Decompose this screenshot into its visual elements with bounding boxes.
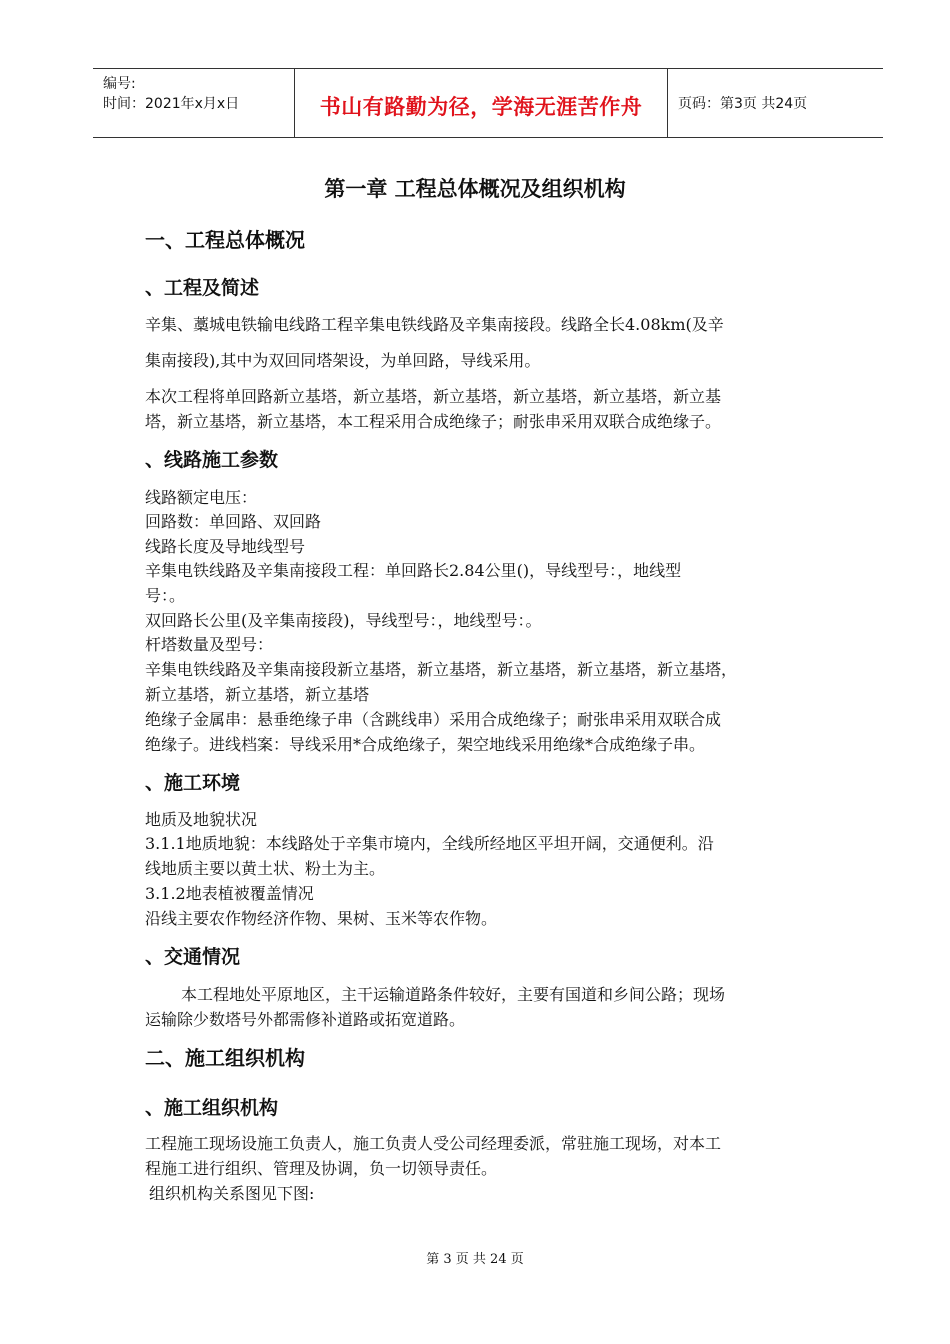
header-left-cell (93, 69, 295, 137)
paragraph-line: 3.1.1地质地貌：本线路处于辛集市境内，全线所经地区平坦开阔，交通便利。沿 (145, 834, 714, 853)
paragraph-line: 本次工程将单回路新立基塔，新立基塔，新立基塔，新立基塔，新立基塔，新立基 (145, 387, 722, 406)
time-label: 时间：2021年x月x日 (103, 96, 240, 112)
paragraph-line: 回路数：单回路、双回路 (145, 512, 322, 531)
page-number-label: 页码：第3页 共24页 (678, 96, 808, 112)
paragraph-line: 运输除少数塔号外都需修补道路或拓宽道路。 (145, 1010, 466, 1029)
paragraph-line: 组织机构关系图见下图: (149, 1184, 315, 1203)
subsection-heading-brief: 、工程及简述 (145, 277, 260, 299)
paragraph-line: 绝缘子金属串：悬垂绝缘子串（含跳线串）采用合成绝缘子；耐张串采用双联合成 (145, 710, 722, 729)
subsection-heading-traffic: 、交通情况 (145, 946, 241, 968)
paragraph-line: 新立基塔，新立基塔，新立基塔 (145, 685, 370, 704)
paragraph-line: 程施工进行组织、管理及协调，负一切领导责任。 (145, 1159, 498, 1178)
paragraph-line: 本工程地处平原地区，主干运输道路条件较好，主要有国道和乡间公路；现场 (181, 985, 726, 1004)
paragraph-line: 集南接段),其中为双回同塔架设，为单回路，导线采用。 (145, 351, 541, 370)
header-motto-cell (295, 69, 668, 137)
paragraph-line: 双回路长公里(及辛集南接段)，导线型号：，地线型号：。 (145, 611, 542, 630)
paragraph-line: 地质及地貌状况 (145, 810, 258, 829)
motto: 书山有路勤为径，学海无涯苦作舟 (319, 94, 643, 119)
paragraph-line: 杆塔数量及型号： (145, 635, 274, 654)
paragraph-line: 绝缘子。进线档案：导线采用*合成绝缘子，架空地线采用绝缘*合成绝缘子串。 (145, 735, 706, 754)
subsection-heading-environment: 、施工环境 (145, 772, 241, 794)
paragraph-line: 3.1.2地表植被覆盖情况 (145, 884, 314, 903)
subsection-heading-organization: 、施工组织机构 (145, 1097, 279, 1119)
paragraph-line: 线地质主要以黄土状、粉土为主。 (145, 859, 386, 878)
doc-number-label: 编号: (103, 76, 136, 92)
paragraph-line: 辛集、藁城电铁输电线路工程辛集电铁线路及辛集南接段。线路全长4.08km(及辛 (145, 315, 724, 334)
section-heading-organization: 二、施工组织机构 (145, 1046, 305, 1070)
section-heading-overview: 一、工程总体概况 (145, 228, 305, 252)
page-footer: 第 3 页 共 24 页 (426, 1252, 524, 1267)
header-right-cell (668, 69, 883, 137)
page-header (93, 68, 883, 138)
paragraph-line: 号：。 (145, 586, 186, 605)
paragraph-line: 辛集电铁线路及辛集南接段工程：单回路长2.84公里()，导线型号：，地线型 (145, 561, 682, 580)
paragraph-line: 塔，新立基塔，新立基塔，本工程采用合成绝缘子；耐张串采用双联合成绝缘子。 (145, 412, 722, 431)
paragraph-line: 工程施工现场设施工负责人，施工负责人受公司经理委派，常驻施工现场，对本工 (145, 1134, 722, 1153)
paragraph-line: 沿线主要农作物经济作物、果树、玉米等农作物。 (145, 909, 498, 928)
chapter-title: 第一章 工程总体概况及组织机构 (324, 177, 626, 201)
paragraph-line: 辛集电铁线路及辛集南接段新立基塔，新立基塔，新立基塔，新立基塔，新立基塔， (145, 660, 738, 679)
paragraph-line: 线路额定电压： (145, 488, 258, 507)
paragraph-line: 线路长度及导地线型号 (145, 537, 306, 556)
subsection-heading-params: 、线路施工参数 (145, 449, 279, 471)
